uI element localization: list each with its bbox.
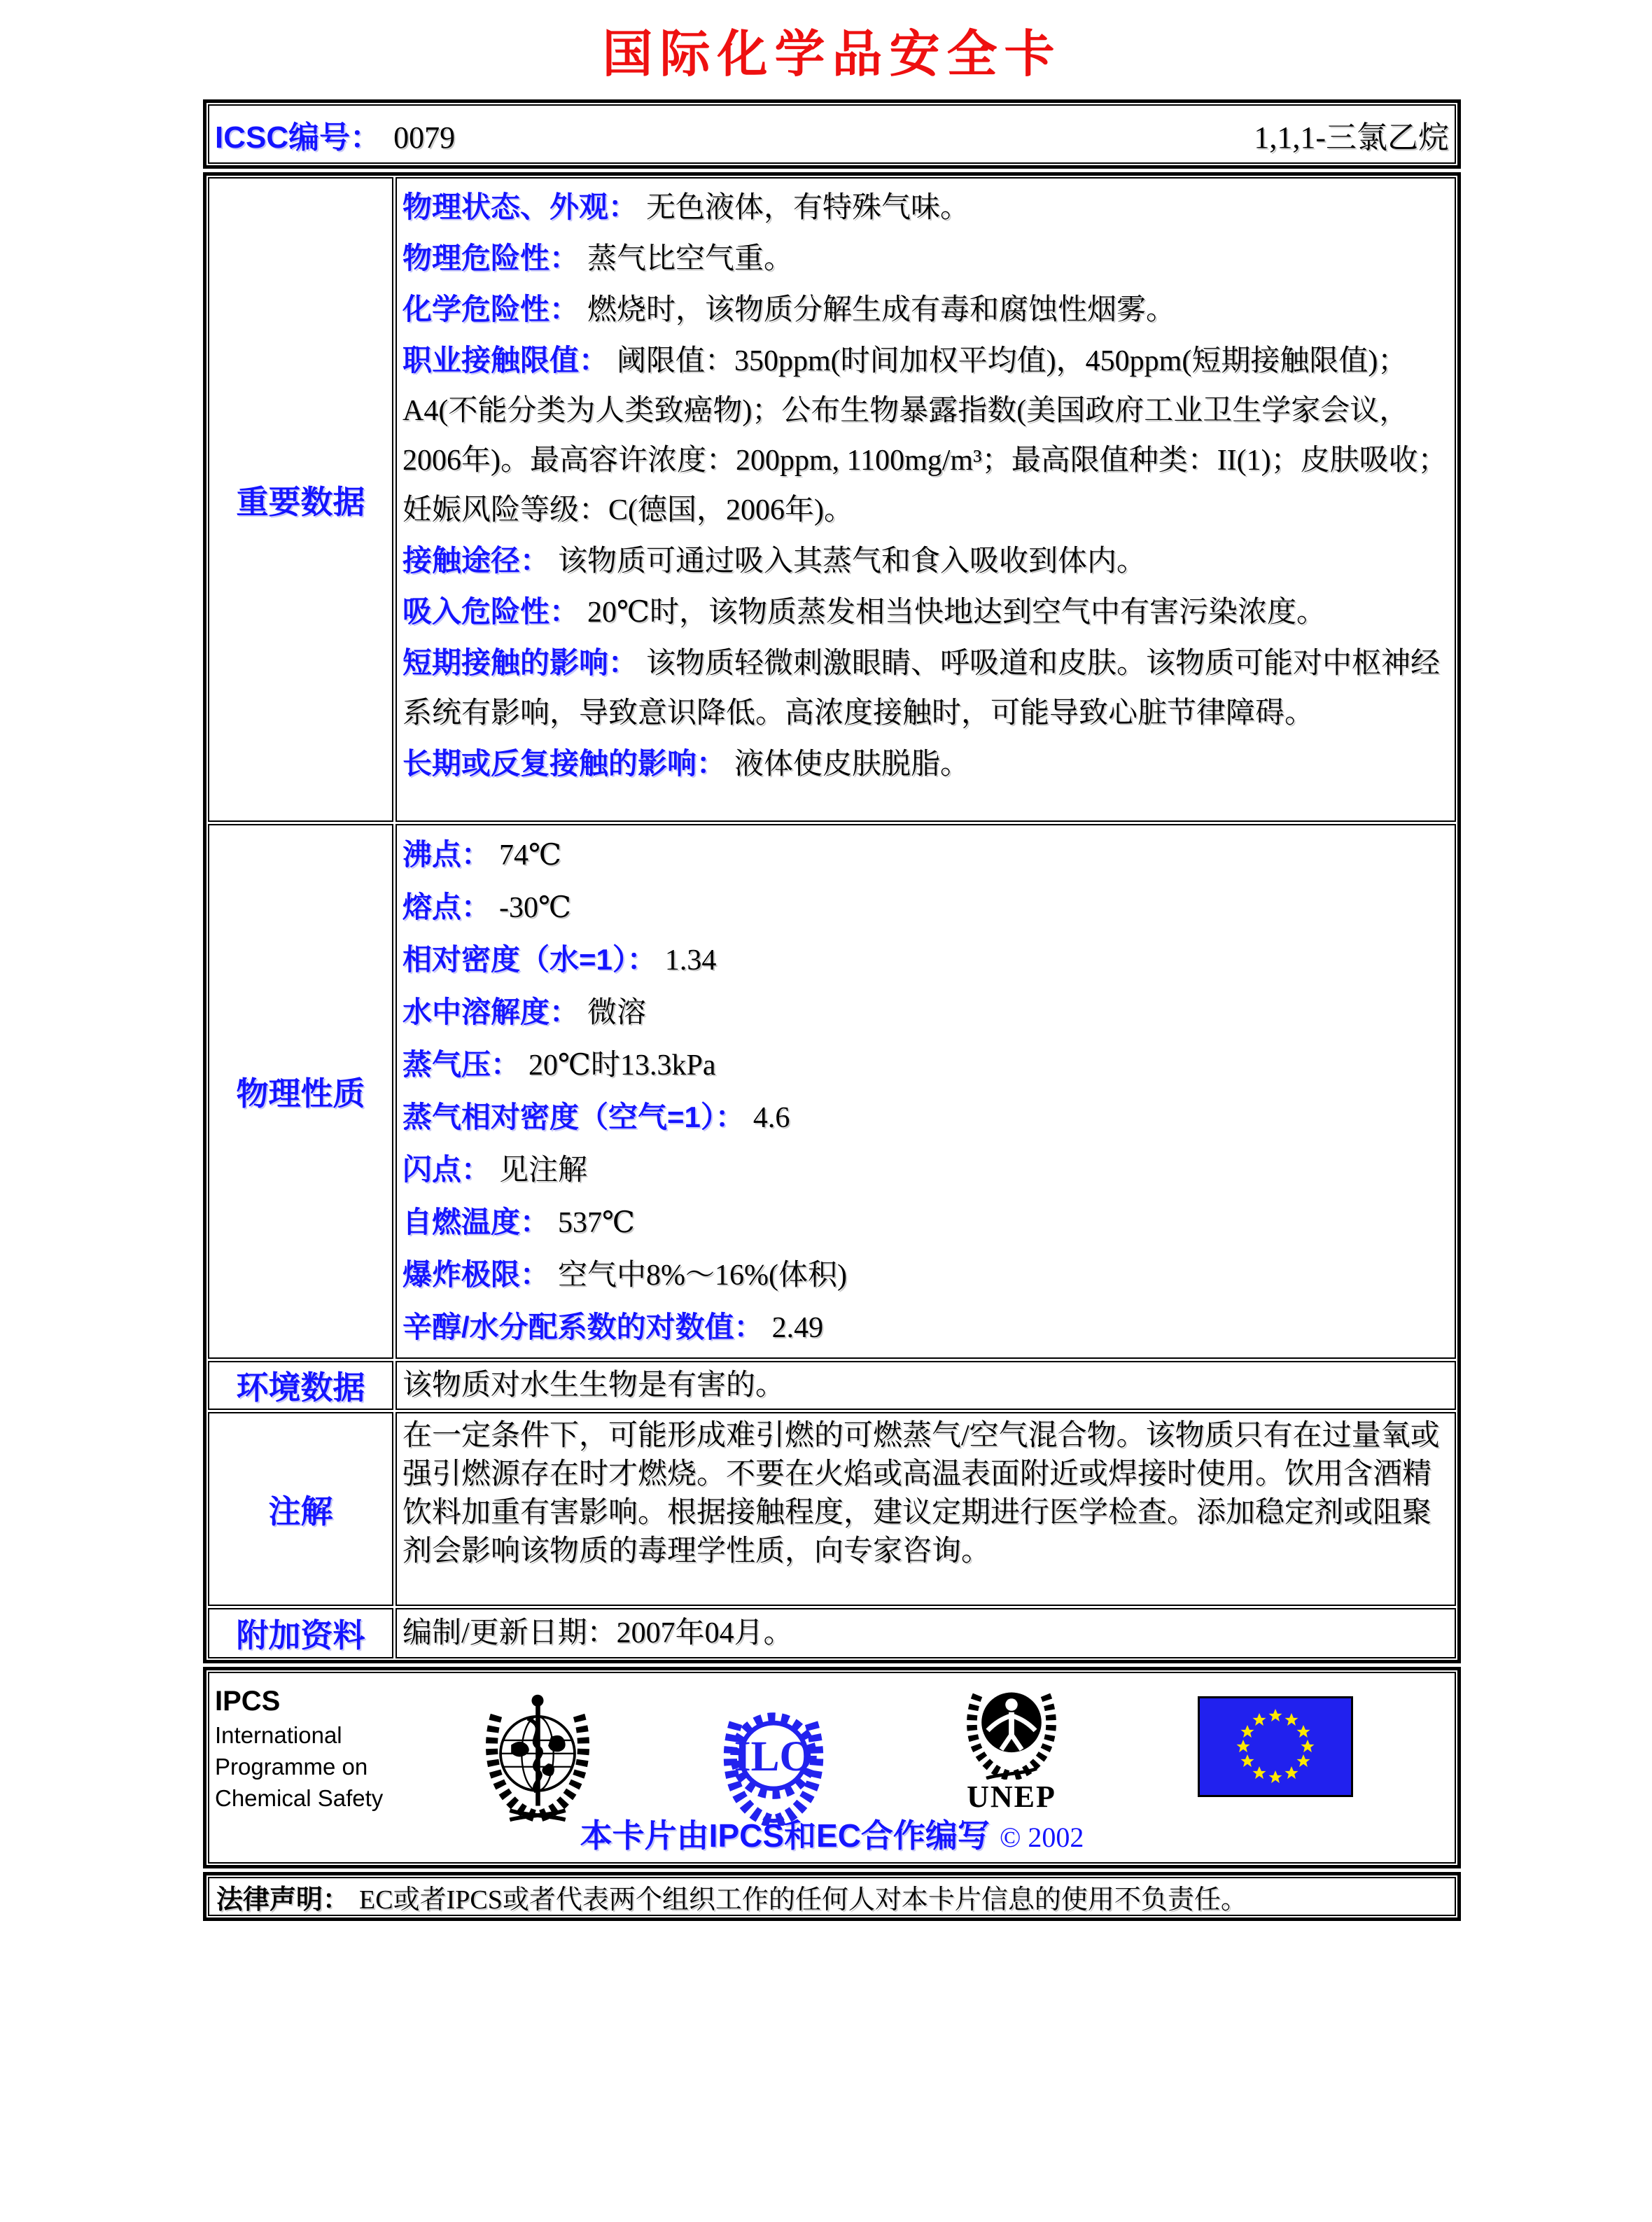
- logos-row: [208, 1672, 1456, 1864]
- data-item: [402, 335, 1448, 536]
- section-label-physical-properties: 物理性质: [236, 1075, 365, 1112]
- property-item: [402, 1249, 1448, 1301]
- data-item-text: 燃烧时，该物质分解生成有毒和腐蚀性烟雾。: [587, 294, 1176, 326]
- copyright-text: © 2002: [999, 1822, 1084, 1853]
- property-item: [402, 1091, 1448, 1144]
- ipcs-name-line: International: [215, 1722, 342, 1748]
- property-label: 熔点：: [402, 890, 491, 923]
- property-label: 蒸气压：: [402, 1048, 521, 1081]
- property-value: 空气中8%～16%(体积): [558, 1259, 847, 1292]
- property-value: -30℃: [499, 892, 571, 924]
- property-item: [402, 881, 1448, 934]
- data-item: [402, 182, 1448, 233]
- additional-info-label: 编制/更新日期：: [402, 1617, 617, 1649]
- data-item-text: 该物质可通过吸入其蒸气和食入吸收到体内。: [558, 545, 1147, 578]
- property-label: 水中溶解度：: [402, 995, 580, 1028]
- icsc-number-group: [215, 112, 455, 157]
- notes-text: 在一定条件下，可能形成难引燃的可燃蒸气/空气混合物。该物质只有在过量氧或强引燃源存在时才燃烧。不要在火焰或高温表面附近或焊接时使用。饮用含酒精饮料加重有害影响。根据接触程度，建议定期进行医学检查。添加稳定剂或阻聚剂会影响该物质的毒理学性质，向专家咨询。: [402, 1420, 1440, 1567]
- physical-properties-content: [396, 824, 1456, 1359]
- property-value: 4.6: [752, 1102, 790, 1134]
- property-item: [402, 934, 1448, 986]
- property-value: 20℃时13.3kPa: [528, 1049, 716, 1082]
- safety-card-page: [203, 0, 1461, 1921]
- legal-label: 法律声明：: [216, 1885, 350, 1915]
- property-label: 蒸气相对密度（空气=1）：: [402, 1100, 745, 1133]
- property-label: 闪点：: [402, 1153, 491, 1186]
- property-value: 74℃: [499, 839, 561, 872]
- property-item: [402, 1144, 1448, 1196]
- logos-box: [203, 1667, 1461, 1868]
- property-item: [402, 1196, 1448, 1249]
- data-item-text: 蒸气比空气重。: [587, 243, 794, 275]
- property-label: 辛醇/水分配系数的对数值：: [402, 1311, 764, 1343]
- main-table: [208, 177, 1456, 1658]
- data-item-label: 吸入危险性：: [402, 595, 580, 628]
- data-item-text: 液体使皮肤脱脂。: [734, 748, 970, 781]
- header-row: [208, 104, 1456, 164]
- section-cell-important-data: [208, 177, 393, 822]
- section-label-notes: 注解: [268, 1493, 333, 1530]
- legal-text: EC或者IPCS或者代表两个组织工作的任何人对本卡片信息的使用不负责任。: [359, 1885, 1247, 1915]
- property-value: 微溶: [587, 997, 647, 1029]
- property-label: 相对密度（水=1）：: [402, 943, 657, 976]
- section-label-additional-info: 附加资料: [236, 1617, 365, 1654]
- data-item-text: 阈限值：350ppm(时间加权平均值)，450ppm(短期接触限值)；A4(不能分类为人类致癌物)；公布生物暴露指数(美国政府工业卫生学家会议，2006年)。最高容许浓度：200ppm, 1100mg/m³；最高限值种类：II(1)；皮肤吸收；妊娠风险等级：C(德国，2006年)。: [402, 345, 1448, 526]
- data-item-label: 职业接触限值：: [402, 344, 609, 377]
- property-label: 自燃温度：: [402, 1206, 550, 1238]
- additional-info-content: [396, 1608, 1456, 1658]
- section-cell-additional-info: [208, 1608, 393, 1658]
- chemical-name: 1,1,1-三氯乙烷: [1254, 120, 1449, 155]
- data-item-label: 接触途径：: [402, 544, 550, 577]
- page-title: 国际化学品安全卡: [602, 27, 1062, 83]
- property-label: 爆炸极限：: [402, 1258, 550, 1291]
- icsc-number: 0079: [393, 120, 456, 155]
- title-bar: [203, 0, 1461, 99]
- property-value: 1.34: [664, 944, 717, 977]
- data-item: [402, 284, 1448, 335]
- who-logo-icon: [470, 1679, 605, 1828]
- data-item-text: 该物质轻微刺激眼睛、呼吸道和皮肤。该物质可能对中枢神经系统有影响，导致意识降低。高浓度接触时，可能导致心脏节律障碍。: [402, 648, 1441, 729]
- icsc-number-label: ICSC编号：: [215, 120, 382, 155]
- important-data-content: [396, 177, 1456, 822]
- notes-content: [396, 1412, 1456, 1606]
- property-item: [402, 1039, 1448, 1091]
- ilo-logo-icon: [710, 1687, 837, 1829]
- data-item: [402, 536, 1448, 587]
- data-item-text: 20℃时，该物质蒸发相当快地达到空气中有害污染浓度。: [587, 596, 1326, 629]
- environmental-data-text: 该物质对水生生物是有害的。: [402, 1369, 785, 1402]
- credit-line: [209, 1810, 1455, 1857]
- unep-caption: UNEP: [967, 1780, 1056, 1814]
- ipcs-name-line: Programme on: [215, 1754, 368, 1780]
- environmental-data-content: [396, 1361, 1456, 1410]
- credit-text: 本卡片由IPCS和EC合作编写: [580, 1817, 990, 1854]
- property-label: 沸点：: [402, 838, 491, 871]
- legal-row: [208, 1877, 1456, 1916]
- section-cell-environmental-data: [208, 1361, 393, 1410]
- data-item: [402, 638, 1448, 739]
- unep-logo-icon: [953, 1680, 1070, 1815]
- ipcs-text-block: [215, 1683, 383, 1814]
- header-box: [203, 99, 1461, 169]
- data-item: [402, 739, 1448, 790]
- property-value: 见注解: [499, 1154, 588, 1187]
- section-label-important-data: 重要数据: [236, 483, 365, 520]
- data-item-label: 物理危险性：: [402, 242, 580, 274]
- data-item: [402, 233, 1448, 284]
- data-item-label: 物理状态、外观：: [402, 190, 638, 223]
- data-item-text: 无色液体，有特殊气味。: [646, 192, 970, 224]
- main-table-box: [203, 172, 1461, 1663]
- section-label-environmental-data: 环境数据: [236, 1369, 365, 1406]
- property-value: 2.49: [771, 1312, 824, 1344]
- ipcs-name-line: Chemical Safety: [215, 1785, 384, 1811]
- ilo-letters: ILO: [734, 1733, 813, 1781]
- property-item: [402, 1301, 1448, 1354]
- property-value: 537℃: [558, 1207, 635, 1239]
- section-cell-physical-properties: [208, 824, 393, 1359]
- section-cell-notes: [208, 1412, 393, 1606]
- data-item-label: 短期接触的影响：: [402, 646, 638, 679]
- data-item: [402, 587, 1448, 638]
- legal-box: [203, 1872, 1461, 1921]
- data-item-label: 化学危险性：: [402, 293, 580, 326]
- data-item-label: 长期或反复接触的影响：: [402, 747, 727, 780]
- property-item: [402, 986, 1448, 1039]
- eu-flag-icon: [1198, 1696, 1353, 1797]
- property-item: [402, 829, 1448, 881]
- additional-info-text: 2007年04月。: [616, 1617, 793, 1649]
- ipcs-abbr: IPCS: [215, 1686, 281, 1717]
